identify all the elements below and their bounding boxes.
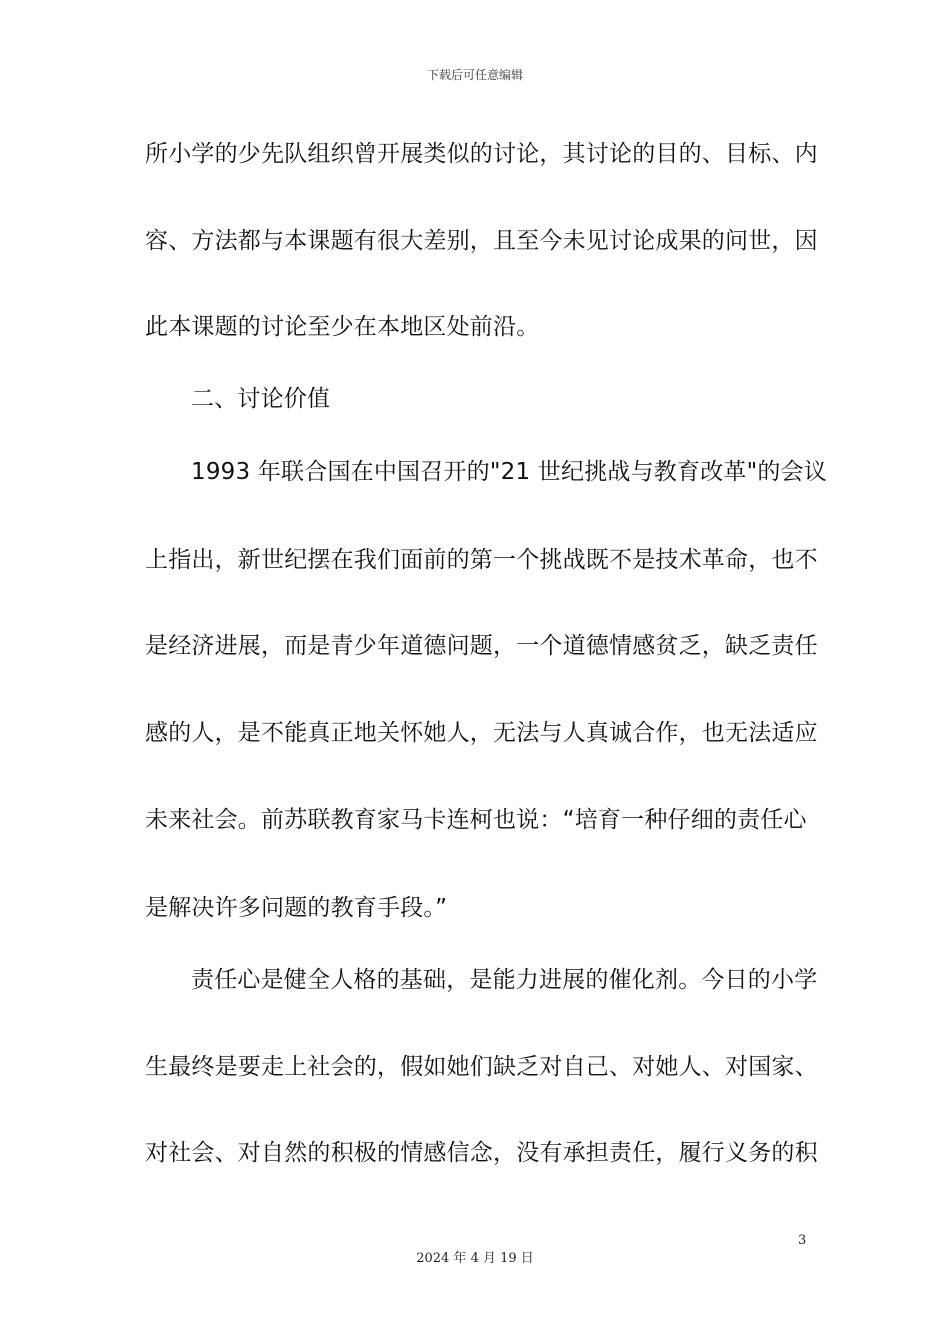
text-line: 生最终是要走上社会的，假如她们缺乏对自己、对她人、对国家、 (145, 1054, 818, 1080)
page-header: 下载后可任意编辑 (426, 68, 523, 82)
text-line: 1993 年联合国在中国召开的"21 世纪挑战与教育改革"的会议 (191, 459, 827, 485)
text-line: 容、方法都与本课题有很大差别，且至今未见讨论成果的问世，因 (145, 228, 818, 254)
page-number: 3 (798, 1233, 807, 1248)
text-line: 对社会、对自然的积极的情感信念，没有承担责任，履行义务的积 (145, 1140, 818, 1166)
text-line: 未来社会。前苏联教育家马卡连柯也说：“培育一种仔细的责任心 (145, 807, 807, 833)
text-line: 责任心是健全人格的基础，是能力进展的催化剂。今日的小学 (191, 967, 818, 993)
text-line: 所小学的少先队组织曾开展类似的讨论，其讨论的目的、目标、内 (145, 141, 818, 167)
text-line: 感的人，是不能真正地关怀她人，无法与人真诚合作，也无法适应 (145, 720, 818, 746)
text-line: 是解决许多问题的教育手段。” (145, 895, 448, 921)
text-line: 此本课题的讨论至少在本地区处前沿。 (145, 314, 540, 340)
page-footer-date: 2024 年 4 月 19 日 (416, 1251, 534, 1266)
text-line: 是经济进展，而是青少年道德问题，一个道德情感贫乏，缺乏责任 (145, 633, 818, 659)
section-heading: 二、讨论价值 (191, 386, 331, 412)
text-line: 上指出，新世纪摆在我们面前的第一个挑战既不是技术革命，也不 (145, 547, 818, 573)
